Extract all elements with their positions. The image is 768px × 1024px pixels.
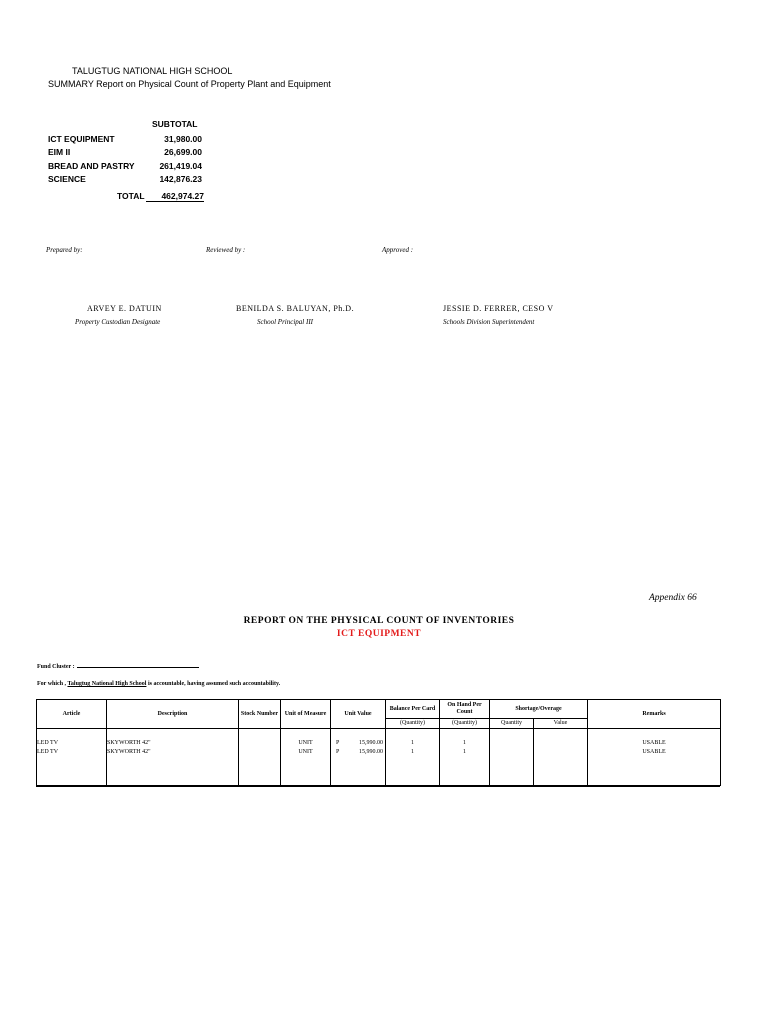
remarks-value: USABLE — [642, 748, 666, 755]
on-hand-value: 1 — [463, 740, 466, 746]
accountable-suffix: is accountable, having assumed such accountability. — [147, 681, 281, 687]
article-value: LED TV — [37, 740, 59, 746]
remarks-value: USABLE — [642, 740, 666, 746]
unit-value: UNIT — [298, 740, 313, 746]
summary-item-label: EIM II — [48, 147, 71, 157]
fund-cluster — [37, 661, 199, 670]
summary-item-value: 26,699.00 — [164, 147, 202, 157]
peso-sign: P — [336, 740, 340, 746]
summary-item-label: ICT EQUIPMENT — [48, 134, 115, 144]
summary-item-value: 261,419.04 — [159, 161, 202, 171]
report-subtitle: ICT EQUIPMENT — [336, 629, 422, 639]
accountable-school: Talugtug National High School — [67, 681, 147, 687]
accountability-statement — [37, 681, 280, 687]
peso-sign: P — [336, 748, 340, 755]
header-description: Description — [107, 700, 239, 729]
header-on-hand-per-count: On Hand Per Count — [440, 700, 490, 719]
fund-cluster-label: Fund Cluster : — [37, 664, 75, 670]
unit-cell — [281, 729, 331, 786]
inventory-table — [36, 699, 721, 786]
header-stock-number: Stock Number — [239, 700, 281, 729]
balance-value: 1 — [411, 740, 414, 746]
reviewed-name: BENILDA S. BALUYAN, Ph.D. — [236, 304, 355, 313]
description-cell — [107, 729, 239, 786]
summary-item-label: SCIENCE — [48, 174, 86, 184]
fund-cluster-blank — [77, 661, 199, 668]
summary-item-value: 31,980.00 — [164, 134, 202, 144]
header-balance-quantity: (Quantity) — [386, 719, 440, 729]
shortage-quantity-cell — [490, 729, 534, 786]
total-label: TOTAL — [117, 191, 145, 201]
article-cell — [37, 729, 107, 786]
total-value: 462,974.27 — [146, 191, 204, 202]
header-onhand-quantity: (Quantity) — [440, 719, 490, 729]
accountable-prefix: For which , — [37, 681, 67, 687]
report-title: REPORT ON THE PHYSICAL COUNT OF INVENTORIES — [243, 616, 515, 626]
article-value: LED TV — [37, 748, 59, 755]
shortage-value-cell — [534, 729, 588, 786]
header-article: Article — [37, 700, 107, 729]
subtotal-header: SUBTOTAL — [152, 119, 198, 129]
summary-title: SUMMARY Report on Physical Count of Property Plant and Equipment — [48, 79, 331, 89]
description-value: SKYWORTH 42" — [107, 740, 151, 746]
prepared-title: Property Custodian Designate — [75, 318, 161, 326]
unit-value-amount: 15,990.00 — [359, 748, 383, 755]
header-balance-per-card: Balance Per Card — [386, 700, 440, 719]
summary-item-value: 142,876.23 — [159, 174, 202, 184]
appendix-label: Appendix 66 — [649, 593, 697, 603]
remarks-cell — [588, 729, 721, 786]
reviewed-by-label: Reviewed by : — [206, 246, 246, 254]
unit-value-cell — [331, 729, 386, 786]
reviewed-title: School Principal III — [257, 318, 313, 326]
school-name: TALUGTUG NATIONAL HIGH SCHOOL — [72, 66, 233, 76]
header-shortage-value: Value — [534, 719, 588, 729]
stock-number-cell — [239, 729, 281, 786]
approved-label: Approved : — [382, 246, 414, 254]
balance-cell — [386, 729, 440, 786]
description-value: SKYWORTH 42" — [107, 748, 151, 755]
header-unit-value: Unit Value — [331, 700, 386, 729]
header-shortage-overage: Shortage/Overage — [490, 700, 588, 719]
on-hand-cell — [440, 729, 490, 786]
unit-value-amount: 15,990.00 — [359, 740, 383, 746]
header-shortage-quantity: Quantity — [490, 719, 534, 729]
on-hand-value: 1 — [463, 748, 466, 755]
balance-value: 1 — [411, 748, 414, 755]
table-row — [37, 729, 721, 786]
header-unit-of-measure: Unit of Measure — [281, 700, 331, 729]
unit-value: UNIT — [298, 748, 313, 755]
table-bottom-rule — [36, 786, 720, 787]
prepared-by-label: Prepared by: — [46, 246, 83, 254]
header-remarks: Remarks — [588, 700, 721, 729]
summary-item-label: BREAD AND PASTRY — [48, 161, 135, 171]
approved-name: JESSIE D. FERRER, CESO V — [443, 304, 554, 313]
approved-title: Schools Division Superintendent — [443, 318, 535, 326]
prepared-name: ARVEY E. DATUIN — [87, 304, 162, 313]
